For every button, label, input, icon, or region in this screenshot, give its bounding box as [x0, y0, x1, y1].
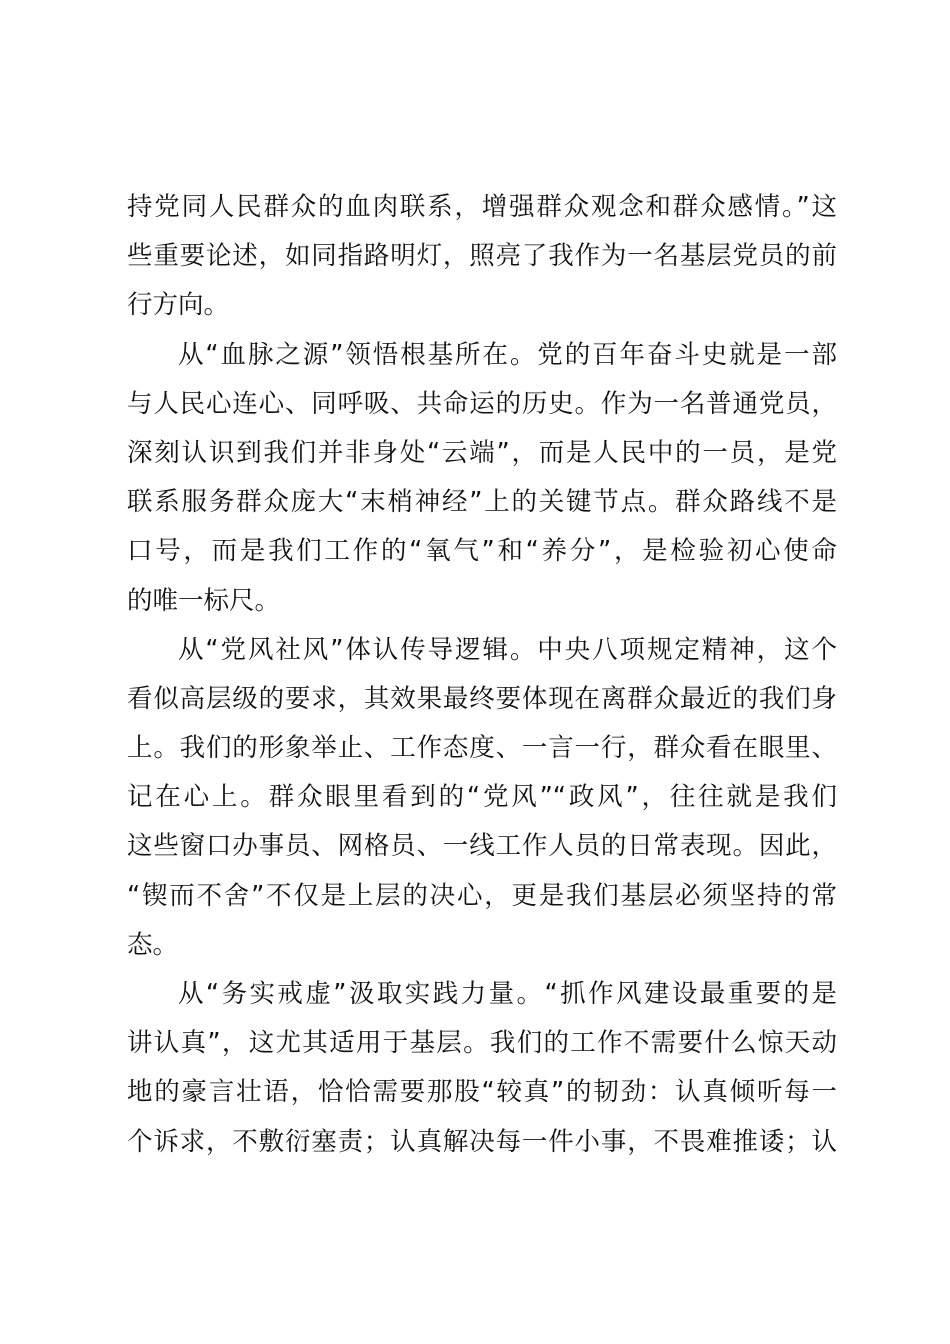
text-line: 口号，而是我们工作的“氧气”和“养分”，是检验初心使命 [127, 536, 837, 567]
text-line: 个诉求，不敷衍塞责；认真解决每一件小事，不畏难推诿；认 [127, 1126, 837, 1157]
text-line: 从“党风社风”体认传导逻辑。中央八项规定精神，这个 [178, 634, 837, 665]
text-line: 这些窗口办事员、网格员、一线工作人员的日常表现。因此， [127, 831, 837, 862]
text-line: 看似高层级的要求，其效果最终要体现在离群众最近的我们身 [127, 683, 837, 714]
text-line: 态。 [127, 929, 179, 960]
text-line: 记在心上。群众眼里看到的“党风”“政风”，往往就是我们 [127, 782, 837, 813]
body-text [127, 183, 837, 1167]
text-line: 上。我们的形象举止、工作态度、一言一行，群众看在眼里、 [127, 733, 837, 764]
text-line: 讲认真”，这尤其适用于基层。我们的工作不需要什么惊天动 [127, 1028, 837, 1059]
text-line: 与人民心连心、同呼吸、共命运的历史。作为一名普通党员， [127, 388, 837, 419]
text-line: 从“血脉之源”领悟根基所在。党的百年奋斗史就是一部 [178, 339, 837, 370]
text-line: 联系服务群众庞大“末梢神经”上的关键节点。群众路线不是 [127, 487, 837, 518]
text-line: “锲而不舍”不仅是上层的决心，更是我们基层必须坚持的常 [127, 880, 837, 911]
text-line: 地的豪言壮语，恰恰需要那股“较真”的韧劲：认真倾听每一 [127, 1077, 837, 1108]
text-line: 的唯一标尺。 [127, 585, 281, 616]
text-line: 持党同人民群众的血肉联系，增强群众观念和群众感情。”这 [127, 192, 837, 222]
text-line: 从“务实戒虚”汲取实践力量。“抓作风建设最重要的是 [178, 979, 837, 1009]
text-line: 些重要论述，如同指路明灯，照亮了我作为一名基层党员的前 [127, 241, 837, 272]
text-line: 深刻认识到我们并非身处“云端”，而是人民中的一员，是党 [127, 437, 837, 468]
text-line: 行方向。 [127, 290, 230, 321]
